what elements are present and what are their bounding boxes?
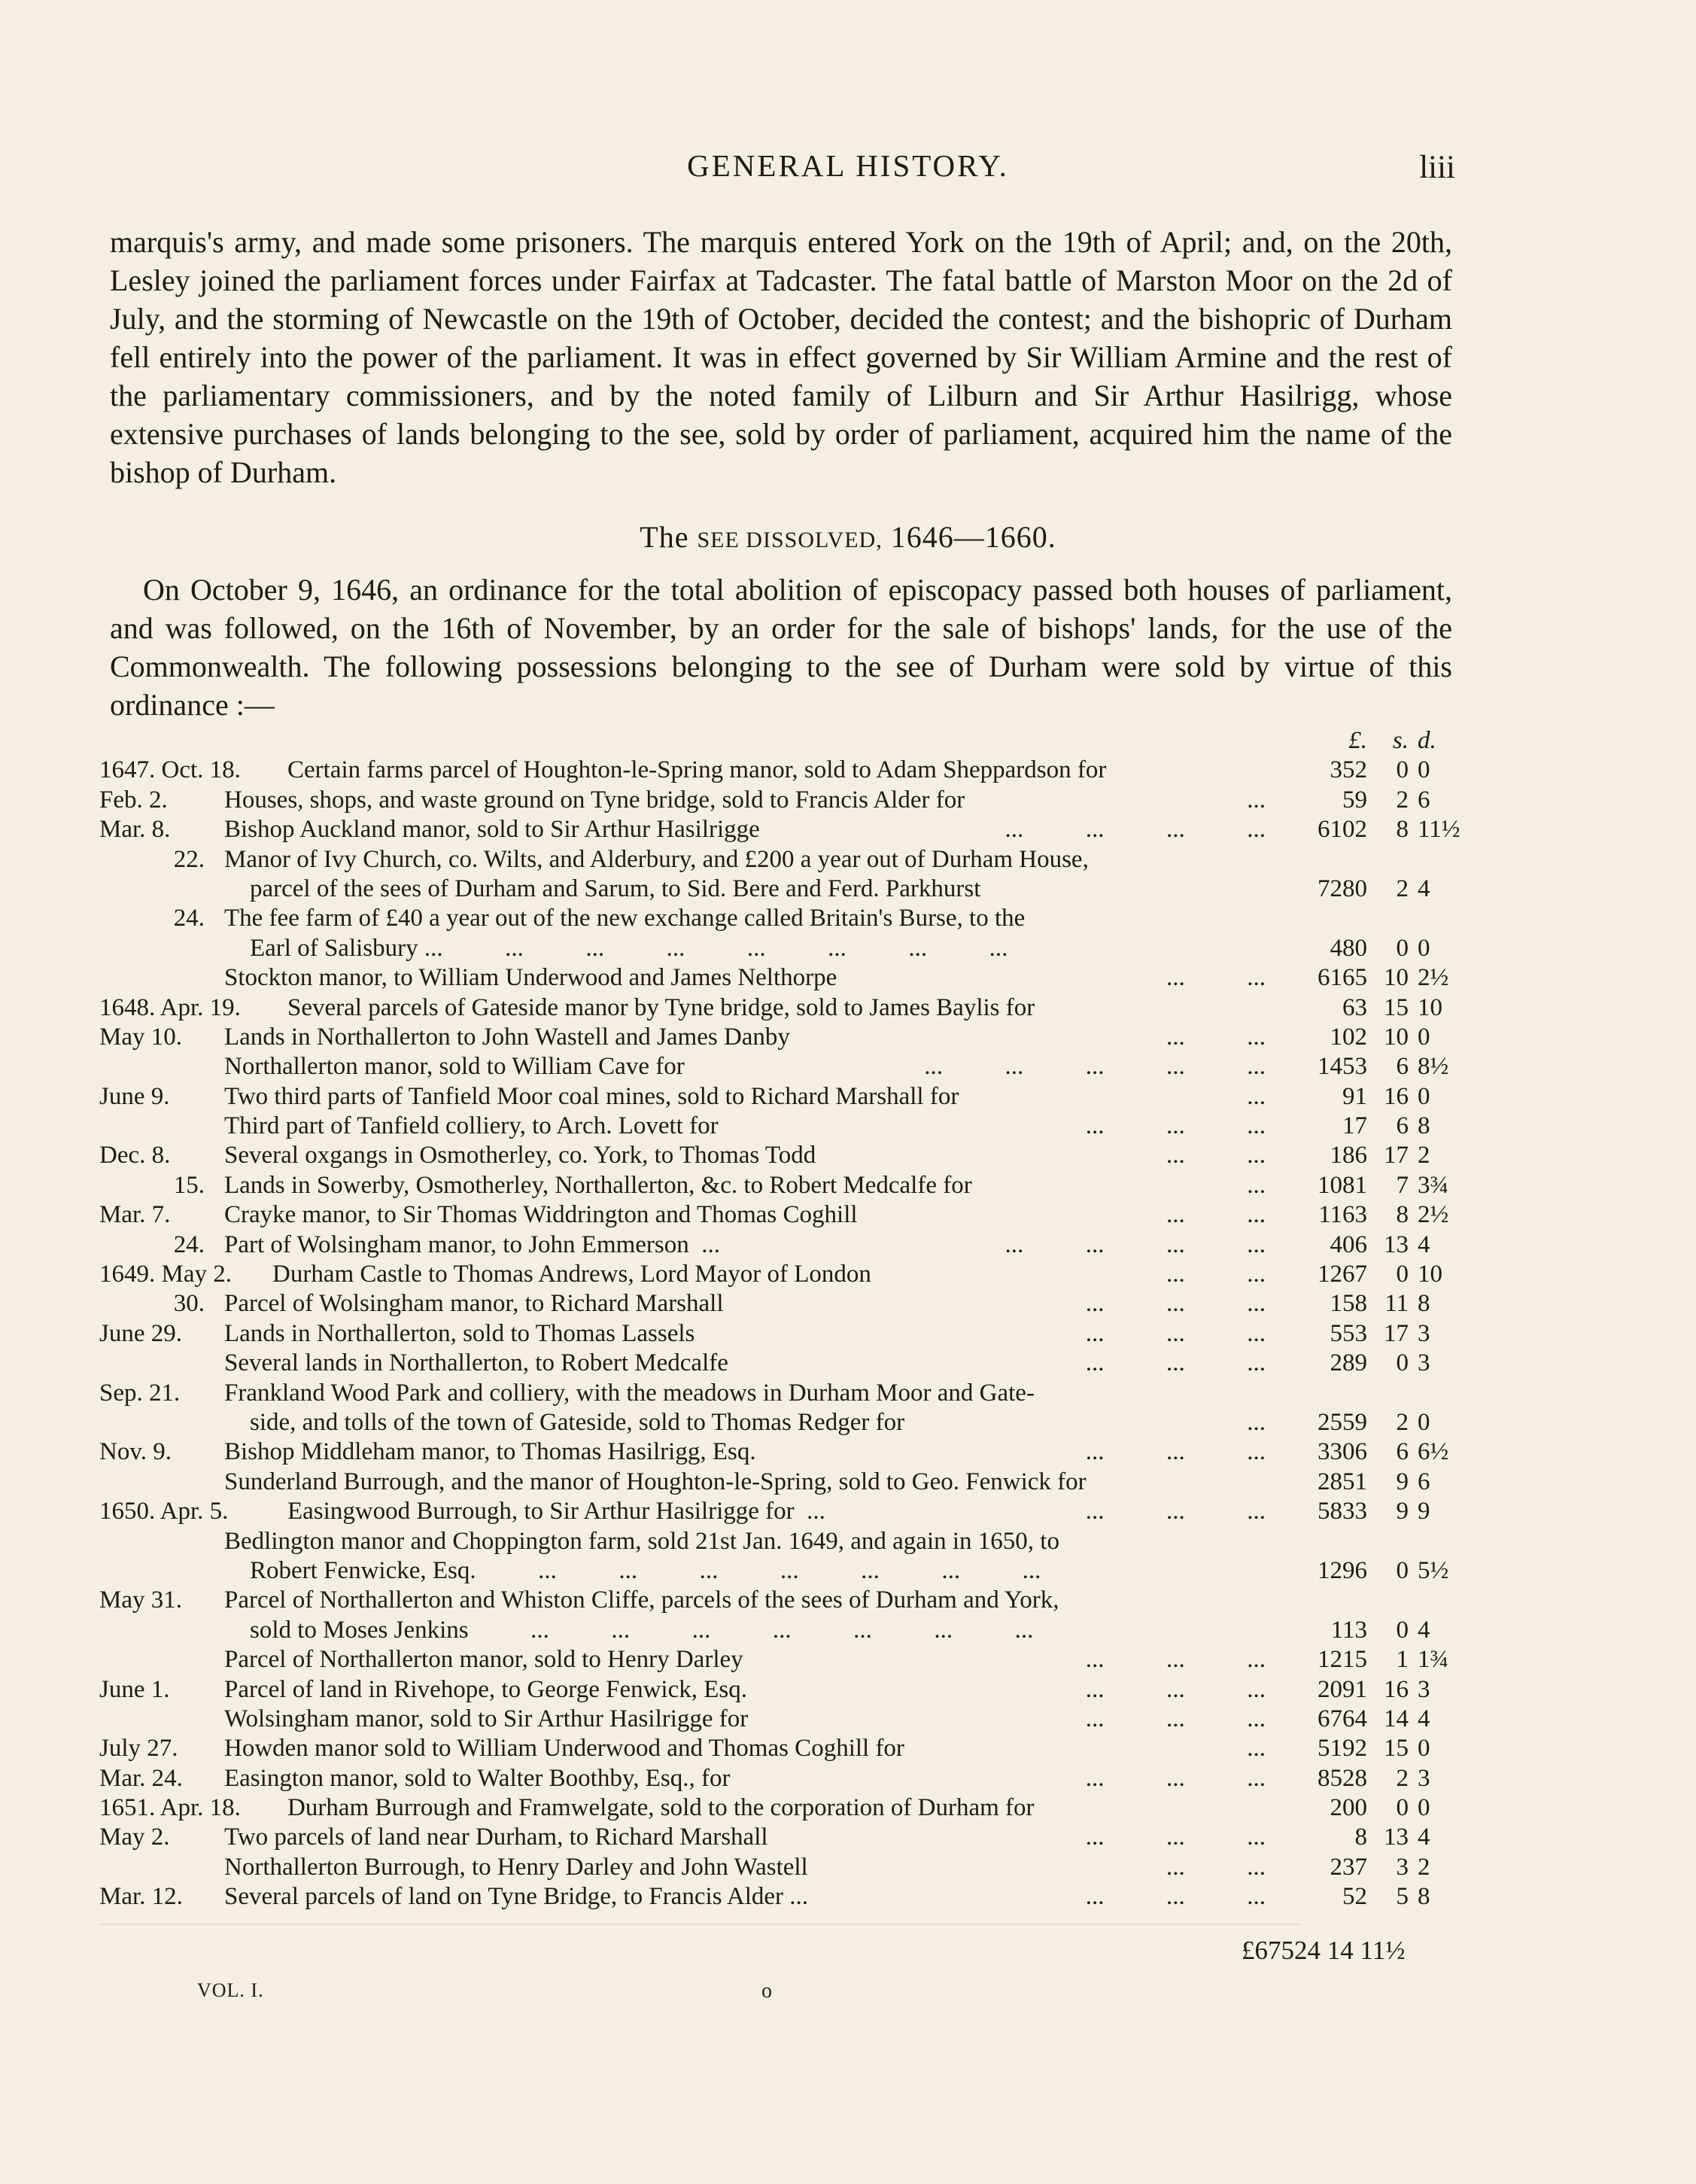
row-pounds: 8 bbox=[1354, 1824, 1367, 1851]
row-description: Lands in Northallerton to John Wastell and James Danby bbox=[224, 1023, 790, 1051]
row-pence: 8 bbox=[1418, 1112, 1430, 1140]
row-pence: 8 bbox=[1418, 1290, 1430, 1318]
row-shillings: 0 bbox=[1396, 1349, 1409, 1377]
row-shillings: 13 bbox=[1384, 1230, 1409, 1258]
row-shillings: 0 bbox=[1396, 756, 1409, 784]
row-pence: 4 bbox=[1418, 1824, 1430, 1851]
row-description: Third part of Tanfield colliery, to Arch. Lovett for bbox=[224, 1112, 719, 1140]
row-pounds: 553 bbox=[1330, 1319, 1367, 1347]
table-row bbox=[99, 1289, 1476, 1319]
row-pence: 3 bbox=[1418, 1675, 1430, 1703]
row-shillings: 10 bbox=[1384, 964, 1409, 992]
row-pounds: 1163 bbox=[1318, 1201, 1367, 1229]
row-description: Bishop Middleham manor, to Thomas Hasilrigg, Esq. bbox=[224, 1438, 756, 1466]
table-row bbox=[99, 1230, 1476, 1260]
section-heading bbox=[0, 519, 1696, 555]
row-shillings: 15 bbox=[1384, 993, 1409, 1021]
row-shillings: 5 bbox=[1396, 1883, 1409, 1911]
table-row bbox=[99, 845, 1476, 875]
table-row bbox=[99, 904, 1476, 933]
row-description: Manor of Ivy Church, co. Wilts, and Alderbury, and £200 a year out of Durham House, bbox=[224, 845, 1089, 873]
row-description: parcel of the sees of Durham and Sarum, to Sid. Bere and Ferd. Parkhurst bbox=[250, 875, 981, 902]
row-pence: 8½ bbox=[1418, 1053, 1449, 1081]
row-date: Mar. 8. bbox=[99, 816, 171, 844]
row-pounds: 8528 bbox=[1318, 1764, 1367, 1792]
row-date: June 1. bbox=[99, 1675, 170, 1703]
row-leader-dots: ... ... ... ... ... bbox=[924, 1053, 1266, 1081]
row-leader-dots: ... bbox=[1247, 786, 1266, 814]
row-date: May 31. bbox=[99, 1586, 182, 1614]
row-shillings: 0 bbox=[1396, 934, 1409, 962]
row-date: 30. bbox=[173, 1290, 205, 1318]
row-pounds: 289 bbox=[1330, 1349, 1367, 1377]
row-shillings: 8 bbox=[1396, 1201, 1409, 1229]
row-description: The fee farm of £40 a year out of the new exchange called Britain's Burse, to the bbox=[224, 905, 1026, 932]
row-description: Bedlington manor and Choppington farm, sold 21st Jan. 1649, and again in 1650, to bbox=[224, 1527, 1059, 1555]
row-pence: 0 bbox=[1418, 1082, 1430, 1110]
row-description: Parcel of Wolsingham manor, to Richard Marshall bbox=[224, 1290, 724, 1318]
shillings-header: s. bbox=[1392, 727, 1409, 754]
row-shillings: 0 bbox=[1396, 1616, 1409, 1644]
row-description: Frankland Wood Park and colliery, with the meadows in Durham Moor and Gate- bbox=[224, 1379, 1035, 1407]
row-pounds: 1215 bbox=[1318, 1646, 1367, 1674]
row-shillings: 0 bbox=[1396, 1556, 1409, 1584]
signature-mark: o bbox=[761, 1979, 772, 2003]
row-pounds: 7280 bbox=[1318, 875, 1367, 902]
sales-table bbox=[99, 726, 1476, 1912]
table-row bbox=[99, 1616, 1476, 1645]
row-shillings: 16 bbox=[1384, 1082, 1409, 1110]
table-row bbox=[99, 1379, 1476, 1408]
row-shillings: 0 bbox=[1396, 1794, 1409, 1822]
table-row bbox=[99, 1408, 1476, 1437]
table-row bbox=[99, 1200, 1476, 1230]
row-description: Parcel of Northallerton manor, sold to Henry Darley bbox=[224, 1646, 743, 1674]
table-row bbox=[99, 1260, 1476, 1289]
row-date: 1647. Oct. 18. bbox=[99, 756, 241, 784]
row-description: Stockton manor, to William Underwood and James Nelthorpe bbox=[224, 964, 837, 992]
ordinance-text: On October 9, 1646, an ordinance for the total abolition of episcopacy passed both houses of parliament, and was followed, on the 16th of November, by an order for the sale of bishops' lands, for the use of the Commonwealth. The following possessions belonging to the see of Durham were sold by virtue of this ordinance :— bbox=[110, 573, 1452, 722]
row-pence: 6 bbox=[1418, 786, 1430, 814]
row-pence: 4 bbox=[1418, 1616, 1430, 1644]
section-heading-years: 1646—1660. bbox=[890, 520, 1056, 554]
total-rule bbox=[98, 1924, 1302, 1925]
table-row bbox=[99, 1141, 1476, 1170]
row-leader-dots: ... ... ... bbox=[1085, 1498, 1266, 1525]
row-leader-dots: ... ... ... bbox=[1085, 1824, 1266, 1851]
row-pence: 10 bbox=[1418, 993, 1442, 1021]
row-shillings: 17 bbox=[1384, 1142, 1409, 1170]
volume-label: VOL. I. bbox=[197, 1979, 264, 2001]
table-row bbox=[99, 1882, 1476, 1912]
row-pounds: 91 bbox=[1342, 1082, 1367, 1110]
row-description: Several oxgangs in Osmotherley, co. York, to Thomas Todd bbox=[224, 1142, 816, 1170]
row-pence: 4 bbox=[1418, 1705, 1430, 1732]
table-row bbox=[99, 1556, 1476, 1586]
row-description: Wolsingham manor, sold to Sir Arthur Hasilrigge for bbox=[224, 1705, 749, 1732]
row-description: Sunderland Burrough, and the manor of Houghton-le-Spring, sold to Geo. Fenwick for bbox=[224, 1468, 1087, 1495]
row-leader-dots: ... ... ... bbox=[1085, 1438, 1266, 1466]
row-pounds: 1267 bbox=[1318, 1261, 1367, 1288]
row-pounds: 2851 bbox=[1318, 1468, 1367, 1495]
row-pence: 11½ bbox=[1418, 816, 1460, 844]
row-date: 24. bbox=[173, 1230, 205, 1258]
row-date: Mar. 7. bbox=[99, 1201, 171, 1229]
row-pence: 3 bbox=[1418, 1349, 1430, 1377]
row-pence: 5½ bbox=[1418, 1556, 1449, 1584]
row-pence: 2 bbox=[1418, 1142, 1430, 1170]
table-row bbox=[99, 1527, 1476, 1556]
row-pounds: 186 bbox=[1330, 1142, 1367, 1170]
row-description: Crayke manor, to Sir Thomas Widdrington and Thomas Coghill bbox=[224, 1201, 858, 1229]
row-pence: 0 bbox=[1418, 1735, 1430, 1763]
row-description: sold to Moses Jenkins ... ... ... ... ... ... ... bbox=[250, 1616, 1034, 1644]
table-row bbox=[99, 1349, 1476, 1378]
row-shillings: 2 bbox=[1396, 786, 1409, 814]
row-description: Easingwood Burrough, to Sir Arthur Hasilrigge for ... bbox=[287, 1498, 825, 1525]
row-shillings: 9 bbox=[1396, 1468, 1409, 1495]
row-leader-dots: ... ... ... bbox=[1085, 1349, 1266, 1377]
row-pence: 0 bbox=[1418, 756, 1430, 784]
row-shillings: 14 bbox=[1384, 1705, 1409, 1732]
row-pounds: 1296 bbox=[1318, 1556, 1367, 1584]
table-row bbox=[99, 1112, 1476, 1141]
row-leader-dots: ... ... ... bbox=[1085, 1319, 1266, 1347]
table-row bbox=[99, 1705, 1476, 1734]
table-row bbox=[99, 1853, 1476, 1882]
pounds-header: £. bbox=[1348, 727, 1367, 754]
row-pounds: 6165 bbox=[1318, 964, 1367, 992]
row-pence: 4 bbox=[1418, 1230, 1430, 1258]
row-pence: 6½ bbox=[1418, 1438, 1449, 1466]
row-pounds: 158 bbox=[1330, 1290, 1367, 1318]
row-pounds: 6764 bbox=[1318, 1705, 1367, 1732]
row-description: Two parcels of land near Durham, to Richard Marshall bbox=[224, 1824, 768, 1851]
row-leader-dots: ... ... bbox=[1166, 1261, 1266, 1288]
table-row bbox=[99, 1823, 1476, 1852]
table-row bbox=[99, 1764, 1476, 1793]
row-shillings: 1 bbox=[1396, 1646, 1409, 1674]
row-pounds: 2559 bbox=[1318, 1408, 1367, 1436]
row-pounds: 2091 bbox=[1318, 1675, 1367, 1703]
table-row bbox=[99, 1468, 1476, 1497]
row-description: Lands in Northallerton, sold to Thomas Lassels bbox=[224, 1319, 695, 1347]
table-row bbox=[99, 786, 1476, 815]
row-description: Earl of Salisbury ... ... ... ... ... ... ... ... bbox=[250, 934, 1008, 962]
row-description: Durham Burrough and Framwelgate, sold to the corporation of Durham for bbox=[287, 1794, 1035, 1822]
row-leader-dots: ... bbox=[1247, 1082, 1266, 1110]
row-pounds: 59 bbox=[1342, 786, 1367, 814]
row-leader-dots: ... ... ... bbox=[1085, 1705, 1266, 1732]
table-header-row bbox=[99, 726, 1476, 756]
row-pounds: 5192 bbox=[1318, 1735, 1367, 1763]
row-shillings: 0 bbox=[1396, 1261, 1409, 1288]
row-pence: 3 bbox=[1418, 1319, 1430, 1347]
row-pounds: 3306 bbox=[1318, 1438, 1367, 1466]
row-date: Nov. 9. bbox=[99, 1438, 172, 1466]
row-description: Several parcels of land on Tyne Bridge, to Francis Alder ... bbox=[224, 1883, 809, 1911]
row-leader-dots: ... ... bbox=[1166, 1142, 1266, 1170]
row-date: 1651. Apr. 18. bbox=[99, 1794, 241, 1822]
row-leader-dots: ... ... ... bbox=[1085, 1764, 1266, 1792]
row-pence: 9 bbox=[1418, 1498, 1430, 1525]
table-row bbox=[99, 1734, 1476, 1763]
table-row bbox=[99, 1082, 1476, 1112]
table-row bbox=[99, 815, 1476, 844]
pence-header: d. bbox=[1418, 727, 1436, 754]
table-row bbox=[99, 875, 1476, 904]
row-shillings: 2 bbox=[1396, 1408, 1409, 1436]
row-date: Mar. 24. bbox=[99, 1764, 183, 1792]
row-date: June 9. bbox=[99, 1082, 170, 1110]
row-description: Two third parts of Tanfield Moor coal mines, sold to Richard Marshall for bbox=[224, 1082, 959, 1110]
table-row bbox=[99, 1793, 1476, 1823]
row-leader-dots: ... ... bbox=[1166, 964, 1266, 992]
row-pounds: 237 bbox=[1330, 1853, 1367, 1881]
row-pounds: 63 bbox=[1342, 993, 1367, 1021]
row-description: Lands in Sowerby, Osmotherley, Northallerton, &c. to Robert Medcalfe for bbox=[224, 1171, 972, 1199]
row-description: Several lands in Northallerton, to Robert Medcalfe bbox=[224, 1349, 728, 1377]
ordinance-paragraph bbox=[110, 570, 1452, 724]
row-date: Dec. 8. bbox=[99, 1142, 171, 1170]
row-pounds: 1453 bbox=[1318, 1053, 1367, 1081]
row-pence: 0 bbox=[1418, 1408, 1430, 1436]
row-description: Certain farms parcel of Houghton-le-Spring manor, sold to Adam Sheppardson for bbox=[287, 756, 1107, 784]
table-row bbox=[99, 963, 1476, 993]
table-row bbox=[99, 1052, 1476, 1081]
row-description: Northallerton manor, sold to William Cave for bbox=[224, 1053, 685, 1081]
row-pounds: 480 bbox=[1330, 934, 1367, 962]
row-description: Durham Castle to Thomas Andrews, Lord Mayor of London bbox=[272, 1261, 871, 1288]
row-shillings: 2 bbox=[1396, 875, 1409, 902]
row-description: side, and tolls of the town of Gateside, sold to Thomas Redger for bbox=[250, 1408, 905, 1436]
table-row bbox=[99, 1023, 1476, 1052]
table-row bbox=[99, 1497, 1476, 1526]
row-date: 1648. Apr. 19. bbox=[99, 993, 241, 1021]
table-row bbox=[99, 1437, 1476, 1467]
row-pounds: 1081 bbox=[1318, 1171, 1367, 1199]
row-shillings: 13 bbox=[1384, 1824, 1409, 1851]
row-description: Bishop Auckland manor, sold to Sir Arthur Hasilrigge bbox=[224, 816, 760, 844]
row-pounds: 113 bbox=[1330, 1616, 1367, 1644]
row-shillings: 9 bbox=[1396, 1498, 1409, 1525]
row-description: Parcel of Northallerton and Whiston Cliffe, parcels of the sees of Durham and York, bbox=[224, 1586, 1059, 1614]
row-description: Houses, shops, and waste ground on Tyne bridge, sold to Francis Alder for bbox=[224, 786, 965, 814]
row-description: Parcel of land in Rivehope, to George Fenwick, Esq. bbox=[224, 1675, 747, 1703]
row-shillings: 16 bbox=[1384, 1675, 1409, 1703]
row-leader-dots: ... ... ... ... bbox=[1005, 1230, 1266, 1258]
row-pence: 2½ bbox=[1418, 964, 1449, 992]
row-shillings: 6 bbox=[1396, 1438, 1409, 1466]
row-date: July 27. bbox=[99, 1735, 178, 1763]
table-row bbox=[99, 1586, 1476, 1615]
running-head bbox=[0, 148, 1696, 193]
section-heading-prefix: The bbox=[640, 520, 689, 554]
row-pence: 8 bbox=[1418, 1883, 1430, 1911]
row-shillings: 7 bbox=[1396, 1171, 1409, 1199]
row-shillings: 3 bbox=[1396, 1853, 1409, 1881]
intro-text: marquis's army, and made some prisoners. The marquis entered York on the 19th of April; and, on the 20th, Lesley joined the parliament forces under Fairfax at Tadcaster. The fatal battle of Marston Moor on the 2d of July, and the storming of Newcastle on the 19th of October, decided the contest; and the bishopric of Durham fell entirely into the power of the parliament. It was in effect governed by Sir William Armine and the rest of the parliamentary commissioners, and by the noted family of Lilburn and Sir Arthur Hasilrigg, whose extensive purchases of lands belonging to the see, sold by order of parliament, acquired him the name of the bishop of Durham. bbox=[110, 225, 1452, 489]
row-pounds: 52 bbox=[1342, 1883, 1367, 1911]
row-description: Northallerton Burrough, to Henry Darley and John Wastell bbox=[224, 1853, 808, 1881]
row-date: 24. bbox=[173, 905, 205, 932]
row-pounds: 102 bbox=[1330, 1023, 1367, 1051]
row-pounds: 6102 bbox=[1318, 816, 1367, 844]
row-pounds: 5833 bbox=[1318, 1498, 1367, 1525]
row-date: Feb. 2. bbox=[99, 786, 168, 814]
row-date: 22. bbox=[173, 845, 205, 873]
row-shillings: 6 bbox=[1396, 1112, 1409, 1140]
table-row bbox=[99, 934, 1476, 963]
row-leader-dots: ... ... ... bbox=[1085, 1290, 1266, 1318]
table-row bbox=[99, 1675, 1476, 1705]
total-amount: £67524 14 11½ bbox=[1242, 1936, 1406, 1965]
row-pounds: 17 bbox=[1342, 1112, 1367, 1140]
row-date: 15. bbox=[173, 1171, 205, 1199]
row-shillings: 10 bbox=[1384, 1023, 1409, 1051]
row-date: June 29. bbox=[99, 1319, 182, 1347]
row-pence: 6 bbox=[1418, 1468, 1430, 1495]
row-leader-dots: ... ... ... bbox=[1085, 1883, 1266, 1911]
row-pounds: 352 bbox=[1330, 756, 1367, 784]
row-leader-dots: ... ... ... bbox=[1085, 1646, 1266, 1674]
row-pounds: 200 bbox=[1330, 1794, 1367, 1822]
row-date: May 2. bbox=[99, 1824, 170, 1851]
row-description: Easington manor, sold to Walter Boothby, Esq., for bbox=[224, 1764, 731, 1792]
row-leader-dots: ... bbox=[1247, 1171, 1266, 1199]
row-leader-dots: ... bbox=[1247, 1408, 1266, 1436]
row-shillings: 2 bbox=[1396, 1764, 1409, 1792]
row-shillings: 15 bbox=[1384, 1735, 1409, 1763]
row-date: 1649. May 2. bbox=[99, 1261, 232, 1288]
intro-paragraph bbox=[110, 223, 1452, 491]
table-row bbox=[99, 1171, 1476, 1200]
row-leader-dots: ... ... bbox=[1166, 1853, 1266, 1881]
row-pence: 3 bbox=[1418, 1764, 1430, 1792]
row-pence: 10 bbox=[1418, 1261, 1442, 1288]
page-number: liii bbox=[1419, 150, 1455, 185]
page-title: GENERAL HISTORY. bbox=[687, 148, 1009, 183]
row-pence: 1¾ bbox=[1418, 1646, 1449, 1674]
row-description: Part of Wolsingham manor, to John Emmerson ... bbox=[224, 1230, 721, 1258]
table-row bbox=[99, 1645, 1476, 1675]
row-shillings: 17 bbox=[1384, 1319, 1409, 1347]
section-heading-smallcaps: SEE DISSOLVED, bbox=[697, 528, 883, 552]
row-shillings: 11 bbox=[1384, 1290, 1409, 1318]
row-description: Several parcels of Gateside manor by Tyne bridge, sold to James Baylis for bbox=[287, 993, 1035, 1021]
row-pence: 2½ bbox=[1418, 1201, 1449, 1229]
row-leader-dots: ... ... ... bbox=[1085, 1112, 1266, 1140]
row-pence: 3¾ bbox=[1418, 1171, 1449, 1199]
row-leader-dots: ... bbox=[1247, 1735, 1266, 1763]
row-shillings: 6 bbox=[1396, 1053, 1409, 1081]
row-description: Robert Fenwicke, Esq. ... ... ... ... ... ... ... bbox=[250, 1556, 1041, 1584]
row-date: Mar. 12. bbox=[99, 1883, 183, 1911]
row-pence: 0 bbox=[1418, 1023, 1430, 1051]
table-row bbox=[99, 993, 1476, 1023]
row-pence: 2 bbox=[1418, 1853, 1430, 1881]
row-pounds: 406 bbox=[1330, 1230, 1367, 1258]
row-pence: 0 bbox=[1418, 934, 1430, 962]
row-date: May 10. bbox=[99, 1023, 182, 1051]
row-description: Howden manor sold to William Underwood and Thomas Coghill for bbox=[224, 1735, 904, 1763]
row-shillings: 8 bbox=[1396, 816, 1409, 844]
row-date: Sep. 21. bbox=[99, 1379, 181, 1407]
row-pence: 4 bbox=[1418, 875, 1430, 902]
row-pence: 0 bbox=[1418, 1794, 1430, 1822]
row-date: 1650. Apr. 5. bbox=[99, 1498, 229, 1525]
row-leader-dots: ... ... ... ... bbox=[1005, 816, 1266, 844]
row-leader-dots: ... ... ... bbox=[1085, 1675, 1266, 1703]
row-leader-dots: ... ... bbox=[1166, 1201, 1266, 1229]
table-row bbox=[99, 1319, 1476, 1349]
row-leader-dots: ... ... bbox=[1166, 1023, 1266, 1051]
table-row bbox=[99, 756, 1476, 785]
